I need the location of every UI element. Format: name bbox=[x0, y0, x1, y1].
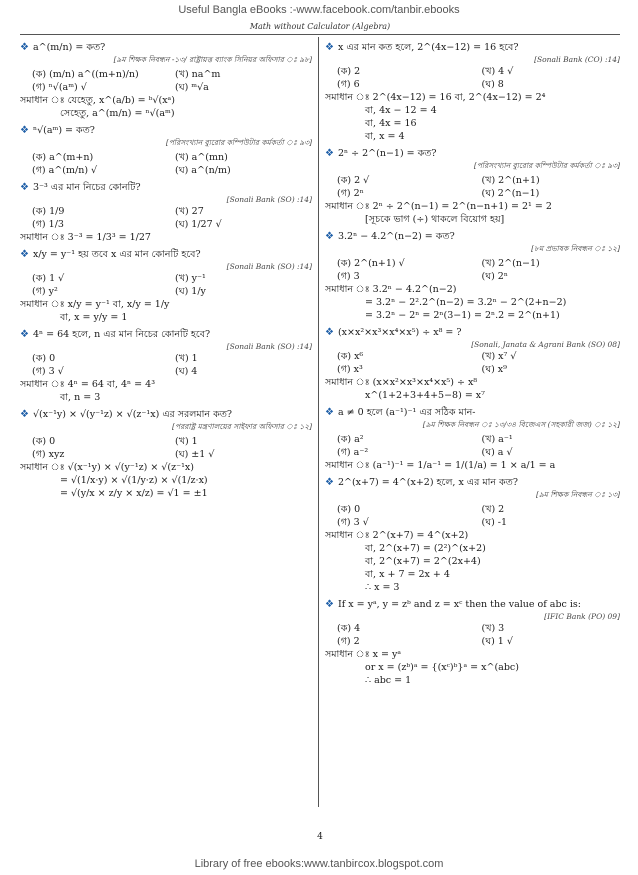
solution-line: সেহেতু, a^(m/n) = ⁿ√(aᵐ) bbox=[60, 108, 175, 119]
question-block bbox=[20, 248, 312, 324]
column-divider bbox=[318, 37, 319, 807]
option: (ঘ) ±1 √ bbox=[175, 449, 215, 460]
options-grid bbox=[325, 65, 620, 91]
diamond-bullet-icon: ❖ bbox=[325, 148, 334, 159]
solution-line: সমাধান ঃ 3⁻³ = 1/3³ = 1/27 bbox=[20, 232, 151, 243]
solution-line: বা, n = 3 bbox=[60, 392, 101, 403]
options-grid bbox=[20, 205, 312, 231]
question-source: [পররাষ্ট্র মন্ত্রণালয়ের সাইফার অফিসার ঃ ১২] bbox=[172, 422, 312, 431]
option: (খ) a^(mn) bbox=[175, 152, 228, 163]
option: (ঘ) 1/y bbox=[175, 286, 206, 297]
diamond-bullet-icon: ❖ bbox=[325, 42, 334, 53]
question-block bbox=[20, 408, 312, 500]
option: (খ) y⁻¹ bbox=[175, 273, 206, 284]
page bbox=[20, 20, 620, 842]
solution-line: সমাধান ঃ 2^(4x−12) = 16 বা, 2^(4x−12) = 2⁴ bbox=[325, 92, 546, 103]
question-source: [৯ম শিক্ষক নিবন্ধন ঃ ১৩/৩৪ বিজেএস (সহকারী জজ) ঃ ১২] bbox=[422, 420, 620, 429]
option: (গ) xyz bbox=[32, 449, 65, 460]
option: (গ) x³ bbox=[337, 364, 363, 375]
solution-line: সমাধান ঃ যেহেতু, x^(a/b) = ᵇ√(xᵃ) bbox=[20, 95, 175, 106]
option: (খ) 1 bbox=[175, 353, 198, 364]
option: (গ) 1/3 bbox=[32, 219, 64, 230]
diamond-bullet-icon: ❖ bbox=[325, 599, 334, 610]
question-block bbox=[20, 328, 312, 404]
option: (খ) 1 bbox=[175, 436, 198, 447]
option: (গ) 3 bbox=[337, 271, 360, 282]
page-number: 4 bbox=[317, 832, 323, 842]
option: (ক) 1 √ bbox=[32, 273, 65, 284]
question-line bbox=[325, 476, 620, 489]
option: (ক) 1/9 bbox=[32, 206, 65, 217]
option: (ঘ) 2ⁿ bbox=[481, 271, 508, 282]
solution-line: বা, 2^(x+7) = (2²)^(x+2) bbox=[365, 543, 486, 554]
question-block bbox=[325, 230, 620, 322]
solution-line: [সূচকে ভাগ (÷) থাকলে বিয়োগ হয়] bbox=[365, 214, 505, 225]
question-text: 3⁻³ এর মান নিচের কোনটি? bbox=[32, 182, 141, 193]
solution-line: বা, x = y/y = 1 bbox=[60, 312, 128, 323]
solution-line: সমাধান ঃ x = yᵃ bbox=[325, 649, 402, 660]
solution-line: সমাধান ঃ (x×x²×x³×x⁴×x⁵) ÷ x⁸ bbox=[325, 377, 478, 388]
diamond-bullet-icon: ❖ bbox=[325, 327, 334, 338]
option: (ঘ) a^(n/m) bbox=[175, 165, 231, 176]
solution-line: ∴ x = 3 bbox=[365, 582, 400, 593]
question-source: [Sonali Bank (SO) :14] bbox=[226, 342, 312, 351]
option: (গ) ⁿ√(aᵐ) √ bbox=[32, 82, 87, 93]
solution-line: = √(y/x × z/y × x/z) = √1 = ±1 bbox=[60, 488, 208, 499]
option: (গ) 2 bbox=[337, 636, 360, 647]
question-text: x/y = y⁻¹ হয় তবে x এর মান কোনটি হবে? bbox=[32, 249, 201, 260]
question-source: [Sonali Bank (SO) :14] bbox=[226, 195, 312, 204]
option: (ঘ) ᵐ√a bbox=[175, 82, 209, 93]
question-source: [৮ম প্রভাষক নিবন্ধন ঃ ১২] bbox=[531, 244, 620, 253]
columns bbox=[20, 37, 620, 807]
solution-line: বা, x + 7 = 2x + 4 bbox=[365, 569, 450, 580]
option: (খ) 27 bbox=[175, 206, 204, 217]
option: (ঘ) 1/27 √ bbox=[175, 219, 222, 230]
question-source: [Sonali, Janata & Agrani Bank (SO) 08] bbox=[471, 340, 620, 349]
question-line bbox=[20, 328, 312, 341]
question-source: [Sonali Bank (SO) :14] bbox=[226, 262, 312, 271]
solution-line: সমাধান ঃ 2^(x+7) = 4^(x+2) bbox=[325, 530, 469, 541]
options-grid bbox=[20, 68, 312, 94]
question-block bbox=[20, 181, 312, 244]
question-line bbox=[325, 230, 620, 243]
question-line bbox=[325, 598, 620, 611]
diamond-bullet-icon: ❖ bbox=[325, 407, 334, 418]
option: (গ) a^(m/n) √ bbox=[32, 165, 98, 176]
question-block bbox=[20, 124, 312, 177]
option: (ক) (m/n) a^((m+n)/n) bbox=[32, 69, 139, 80]
solution-line: সমাধান ঃ √(x⁻¹y) × √(y⁻¹z) × √(z⁻¹x) bbox=[20, 462, 194, 473]
option: (গ) 6 bbox=[337, 79, 360, 90]
option: (ক) a² bbox=[337, 434, 364, 445]
option: (খ) x⁷ √ bbox=[481, 351, 517, 362]
option: (গ) 3 √ bbox=[337, 517, 369, 528]
option: (ক) a^(m+n) bbox=[32, 152, 94, 163]
left-column bbox=[20, 37, 312, 807]
options-grid bbox=[325, 257, 620, 283]
options-grid bbox=[325, 622, 620, 648]
options-grid bbox=[20, 435, 312, 461]
solution-line: x^(1+2+3+4+5−8) = x⁷ bbox=[365, 390, 485, 401]
solution-line: বা, x = 4 bbox=[365, 131, 405, 142]
option: (খ) 3 bbox=[481, 623, 505, 634]
solution-line: বা, 4x − 12 = 4 bbox=[365, 105, 437, 116]
question-text: 4ⁿ = 64 হলে, n এর মান নিচের কোনটি হবে? bbox=[32, 329, 211, 340]
diamond-bullet-icon: ❖ bbox=[20, 249, 29, 260]
question-text: 2ⁿ ÷ 2^(n−1) = কত? bbox=[337, 148, 437, 159]
question-block bbox=[325, 41, 620, 143]
options-grid bbox=[325, 350, 620, 376]
option: (ঘ) 4 bbox=[175, 366, 198, 377]
question-line bbox=[20, 124, 312, 137]
question-source: [IFIC Bank (PO) 09] bbox=[544, 612, 620, 621]
question-text: 2^(x+7) = 4^(x+2) হলে, x এর মান কত? bbox=[337, 477, 518, 488]
question-text: a^(m/n) = কত? bbox=[32, 42, 106, 53]
option: (খ) 4 √ bbox=[481, 66, 514, 77]
option: (ক) x⁶ bbox=[337, 351, 364, 362]
option: (খ) 2^(n+1) bbox=[481, 175, 540, 186]
diamond-bullet-icon: ❖ bbox=[20, 329, 29, 340]
top-banner: Useful Bangla eBooks :-www.facebook.com/tanbir.ebooks bbox=[178, 4, 460, 16]
option: (গ) 2ⁿ bbox=[337, 188, 364, 199]
solution-line: বা, 4x = 16 bbox=[365, 118, 417, 129]
question-line bbox=[325, 406, 620, 419]
solution-line: = √(1/x·y) × √(1/y·z) × √(1/z·x) bbox=[60, 475, 208, 486]
solution-line: সমাধান ঃ 3.2ⁿ − 4.2^(n−2) bbox=[325, 284, 457, 295]
options-grid bbox=[20, 272, 312, 298]
question-block bbox=[325, 406, 620, 472]
solution-line: সমাধান ঃ 2ⁿ ÷ 2^(n−1) = 2^(n−n+1) = 2¹ = 2 bbox=[325, 201, 552, 212]
option: (ক) 4 bbox=[337, 623, 361, 634]
question-block bbox=[325, 598, 620, 687]
question-block bbox=[325, 147, 620, 226]
question-block bbox=[20, 41, 312, 120]
solution-line: ∴ abc = 1 bbox=[365, 675, 412, 686]
option: (ক) 2 √ bbox=[337, 175, 370, 186]
options-grid bbox=[325, 503, 620, 529]
page-header: Math without Calculator (Algebra) bbox=[20, 20, 620, 35]
option: (ক) 2^(n+1) √ bbox=[337, 258, 405, 269]
diamond-bullet-icon: ❖ bbox=[325, 477, 334, 488]
bottom-banner: Library of free ebooks:www.tanbircox.blogspot.com bbox=[194, 858, 444, 870]
option: (খ) 2^(n−1) bbox=[481, 258, 540, 269]
options-grid bbox=[20, 352, 312, 378]
question-line bbox=[20, 408, 312, 421]
option: (ঘ) -1 bbox=[481, 517, 508, 528]
diamond-bullet-icon: ❖ bbox=[20, 409, 29, 420]
solution-line: = 3.2ⁿ − 2ⁿ = 2ⁿ(3−1) = 2ⁿ.2 = 2^(n+1) bbox=[365, 310, 560, 321]
option: (গ) y² bbox=[32, 286, 58, 297]
solution-line: সমাধান ঃ 4ⁿ = 64 বা, 4ⁿ = 4³ bbox=[20, 379, 156, 390]
solution-line: সমাধান ঃ x/y = y⁻¹ বা, x/y = 1/y bbox=[20, 299, 170, 310]
option: (ক) 0 bbox=[32, 353, 56, 364]
question-text: 3.2ⁿ − 4.2^(n−2) = কত? bbox=[337, 231, 455, 242]
options-grid bbox=[325, 433, 620, 459]
option: (খ) 2 bbox=[481, 504, 505, 515]
question-text: If x = yᵃ, y = zᵇ and z = xᶜ then the value of abc is: bbox=[337, 599, 581, 610]
question-source: [Sonali Bank (CO) :14] bbox=[534, 55, 620, 64]
question-block bbox=[325, 326, 620, 402]
question-line bbox=[325, 41, 620, 54]
options-grid bbox=[20, 151, 312, 177]
solution-line: = 3.2ⁿ − 2².2^(n−2) = 3.2ⁿ − 2^(2+n−2) bbox=[365, 297, 567, 308]
solution-line: সমাধান ঃ (a⁻¹)⁻¹ = 1/a⁻¹ = 1/(1/a) = 1 × a/1 = a bbox=[325, 460, 556, 471]
question-block bbox=[325, 476, 620, 594]
question-text: x এর মান কত হলে, 2^(4x−12) = 16 হবে? bbox=[337, 42, 519, 53]
question-line bbox=[325, 326, 620, 339]
question-source: [পরিসংখ্যান ব্যুরোর কম্পিউটার কর্মকর্তা ঃ ৯৩] bbox=[165, 138, 312, 147]
question-source: [৯ম শিক্ষক নিবন্ধন ঃ ১৩] bbox=[536, 490, 620, 499]
question-line bbox=[325, 147, 620, 160]
diamond-bullet-icon: ❖ bbox=[20, 42, 29, 53]
solution-line: or x = (zᵇ)ᵃ = {(xᶜ)ᵇ}ᵃ = x^(abc) bbox=[365, 662, 519, 673]
option: (ঘ) 1 √ bbox=[481, 636, 513, 647]
option: (ঘ) 2^(n−1) bbox=[481, 188, 540, 199]
diamond-bullet-icon: ❖ bbox=[325, 231, 334, 242]
option: (ঘ) 8 bbox=[481, 79, 504, 90]
option: (ঘ) x⁹ bbox=[481, 364, 507, 375]
option: (ঘ) a √ bbox=[481, 447, 513, 458]
question-line bbox=[20, 181, 312, 194]
option: (ক) 2 bbox=[337, 66, 361, 77]
question-line bbox=[20, 41, 312, 54]
question-text: ⁿ√(aᵐ) = কত? bbox=[32, 125, 95, 136]
solution-line: বা, 2^(x+7) = 2^(2x+4) bbox=[365, 556, 481, 567]
option: (ক) 0 bbox=[337, 504, 361, 515]
diamond-bullet-icon: ❖ bbox=[20, 182, 29, 193]
option: (খ) a⁻¹ bbox=[481, 434, 513, 445]
option: (গ) a⁻² bbox=[337, 447, 369, 458]
question-text: √(x⁻¹y) × √(y⁻¹z) × √(z⁻¹x) এর সরলমান কত? bbox=[32, 409, 232, 420]
option: (খ) na^m bbox=[175, 69, 221, 80]
right-column bbox=[325, 37, 620, 807]
option: (গ) 3 √ bbox=[32, 366, 64, 377]
option: (ক) 0 bbox=[32, 436, 56, 447]
diamond-bullet-icon: ❖ bbox=[20, 125, 29, 136]
options-grid bbox=[325, 174, 620, 200]
question-source: [পরিসংখ্যান ব্যুরোর কম্পিউটার কর্মকর্তা ঃ ৯৩] bbox=[473, 161, 620, 170]
question-source: [৯ম শিক্ষক নিবন্ধন -১৩/ রাষ্ট্রায়ত্ত ব্যাংক সিনিয়র অফিসার ঃ ৯৮] bbox=[113, 55, 312, 64]
question-text: a ≠ 0 হলে (a⁻¹)⁻¹ এর সঠিক মান- bbox=[337, 407, 476, 418]
question-line bbox=[20, 248, 312, 261]
question-text: (x×x²×x³×x⁴×x⁵) ÷ x⁸ = ? bbox=[337, 327, 462, 338]
